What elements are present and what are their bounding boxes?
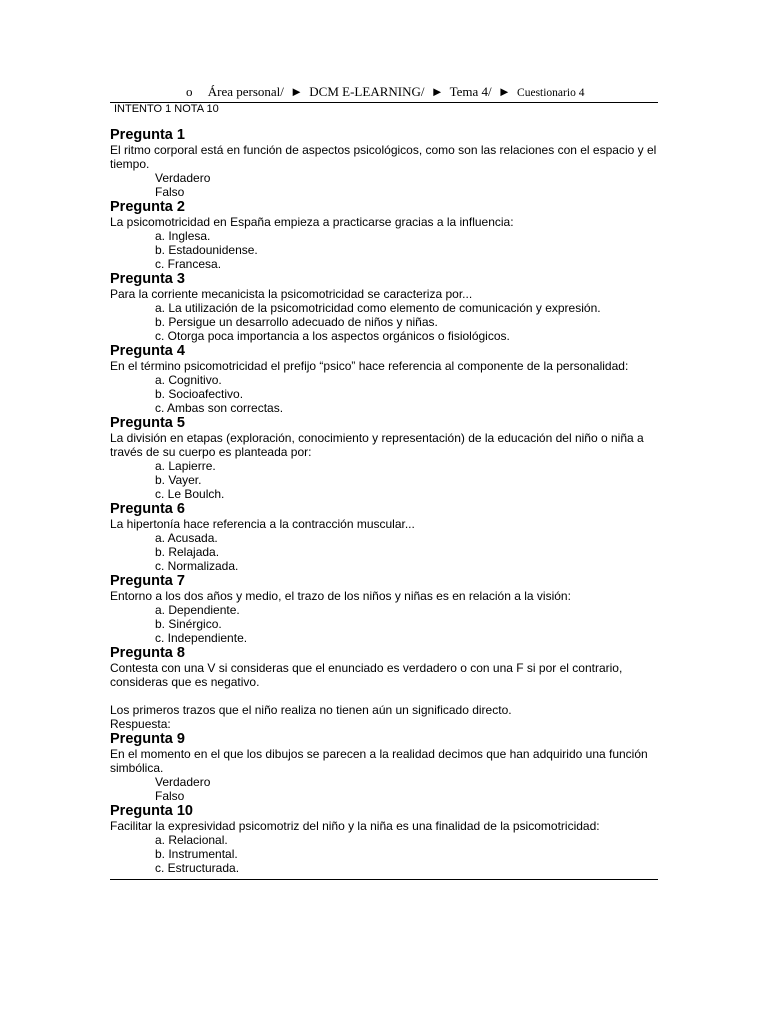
attempt-grade: INTENTO 1 NOTA 10	[114, 103, 219, 115]
answer-option[interactable]: a. Relacional.	[155, 833, 228, 847]
answer-option[interactable]: b. Socioafectivo.	[155, 387, 244, 401]
breadcrumb-item-topic[interactable]: Tema 4/	[449, 84, 492, 99]
question-title: Pregunta 3	[110, 271, 185, 287]
question-text: En el momento en el que los dibujos se parecen a la realidad decimos que han adquirido una función simbólica.	[110, 747, 648, 775]
question-block	[110, 731, 658, 803]
question-text: En el término psicomotricidad el prefijo “psico” hace referencia al componente de la personalidad:	[110, 359, 629, 373]
answer-option[interactable]: c. Independiente.	[155, 631, 248, 645]
answer-option[interactable]: c. Otorga poca importancia a los aspectos orgánicos o fisiológicos.	[155, 329, 510, 343]
answer-option[interactable]: c. Francesa.	[155, 257, 222, 271]
answer-option[interactable]: Falso	[155, 185, 185, 199]
answer-option[interactable]: c. Ambas son correctas.	[155, 401, 284, 415]
question-text: Para la corriente mecanicista la psicomotricidad se caracteriza por...	[110, 287, 473, 301]
answer-option[interactable]: a. Lapierre.	[155, 459, 216, 473]
question-block	[110, 127, 658, 199]
answer-option[interactable]: Verdadero	[155, 775, 211, 789]
question-block	[110, 645, 658, 731]
arrow-right-icon: ►	[497, 84, 511, 99]
question-title: Pregunta 5	[110, 415, 185, 431]
answer-option[interactable]: a. Dependiente.	[155, 603, 240, 617]
question-text: La división en etapas (exploración, conocimiento y representación) de la educación del niño o niña a través de su cuerpo es planteada por:	[110, 431, 644, 459]
bullet-marker: o	[186, 84, 193, 99]
question-instructions: Contesta con una V si consideras que el enunciado es verdadero o con una F si por el contrario, consideras que es negativo.	[110, 661, 623, 689]
footer-divider	[110, 879, 658, 880]
question-text: Facilitar la expresividad psicomotriz del niño y la niña es una finalidad de la psicomotricidad:	[110, 819, 600, 833]
answer-label[interactable]: Respuesta:	[110, 717, 171, 731]
question-title: Pregunta 10	[110, 803, 193, 819]
question-statement: Los primeros trazos que el niño realiza no tienen aún un significado directo.	[110, 703, 512, 717]
question-text: La psicomotricidad en España empieza a practicarse gracias a la influencia:	[110, 215, 514, 229]
breadcrumb-item-quiz[interactable]: Cuestionario 4	[517, 87, 585, 99]
question-block	[110, 501, 658, 573]
breadcrumb-item-course[interactable]: DCM E-LEARNING/	[309, 84, 425, 99]
breadcrumb	[110, 84, 658, 102]
answer-option[interactable]: c. Estructurada.	[155, 861, 240, 875]
question-title: Pregunta 6	[110, 501, 185, 517]
answer-option[interactable]: b. Estadounidense.	[155, 243, 258, 257]
answer-option[interactable]: a. La utilización de la psicomotricidad como elemento de comunicación y expresión.	[155, 301, 601, 315]
arrow-right-icon: ►	[290, 84, 304, 99]
question-text: Entorno a los dos años y medio, el trazo de los niños y niñas es en relación a la visión:	[110, 589, 571, 603]
breadcrumb-item-area-personal[interactable]: Área personal/	[207, 84, 284, 99]
answer-option[interactable]: b. Persigue un desarrollo adecuado de niños y niñas.	[155, 315, 438, 329]
question-title: Pregunta 2	[110, 199, 185, 215]
answer-option[interactable]: b. Instrumental.	[155, 847, 238, 861]
spacer	[110, 689, 658, 703]
arrow-right-icon: ►	[430, 84, 444, 99]
answer-option[interactable]: b. Sinérgico.	[155, 617, 222, 631]
question-block	[110, 343, 658, 415]
answer-option[interactable]: c. Le Boulch.	[155, 487, 225, 501]
question-title: Pregunta 8	[110, 645, 185, 661]
question-block	[110, 415, 658, 501]
answer-option[interactable]: a. Inglesa.	[155, 229, 211, 243]
answer-option[interactable]: a. Acusada.	[155, 531, 218, 545]
answer-option[interactable]: c. Normalizada.	[155, 559, 239, 573]
question-block	[110, 271, 658, 343]
answer-option[interactable]: Verdadero	[155, 171, 211, 185]
question-block	[110, 573, 658, 645]
question-text: El ritmo corporal está en función de aspectos psicológicos, como son las relaciones con el espacio y el tiempo.	[110, 143, 657, 171]
question-block	[110, 199, 658, 271]
question-title: Pregunta 9	[110, 731, 185, 747]
document-page	[110, 84, 658, 880]
answer-option[interactable]: b. Relajada.	[155, 545, 220, 559]
answer-option[interactable]: a. Cognitivo.	[155, 373, 222, 387]
answer-option[interactable]: b. Vayer.	[155, 473, 202, 487]
question-block	[110, 803, 658, 875]
answer-option[interactable]: Falso	[155, 789, 185, 803]
question-title: Pregunta 4	[110, 343, 185, 359]
question-title: Pregunta 7	[110, 573, 185, 589]
question-title: Pregunta 1	[110, 127, 185, 143]
question-text: La hipertonía hace referencia a la contracción muscular...	[110, 517, 415, 531]
